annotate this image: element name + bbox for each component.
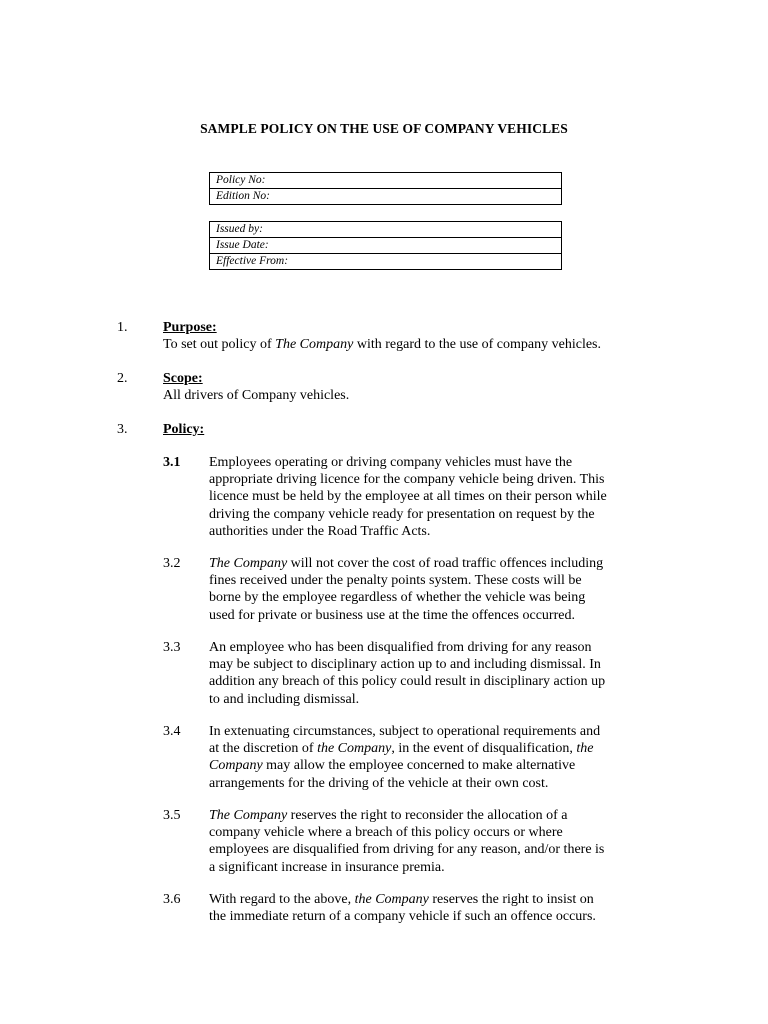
- text-line: authorities under the Road Traffic Acts.: [209, 523, 431, 539]
- effective-from-field: Effective From:: [216, 255, 289, 267]
- policy-info-box: [209, 172, 562, 205]
- subsection-text-3-3: [209, 639, 654, 708]
- policy-no-field: Policy No:: [210, 173, 561, 189]
- text-line: a significant increase in insurance premia.: [209, 859, 445, 875]
- subsection-number: 3.1: [163, 455, 181, 470]
- edition-no-field: Edition No:: [216, 190, 270, 202]
- text-line: the immediate return of a company vehicle if such an offence occurs.: [209, 909, 596, 925]
- text-line: The Company reserves the right to reconsider the allocation of a: [209, 808, 568, 823]
- text-line: The Company will not cover the cost of road traffic offences including: [209, 556, 604, 571]
- text-line: licence must be held by the employee at all times on their person while: [209, 489, 607, 505]
- text-line: An employee who has been disqualified from driving for any reason: [209, 640, 592, 655]
- text-line: company vehicle where a breach of this policy occurs or where: [209, 825, 563, 841]
- text-line: Company may allow the employee concerned to make alternative: [209, 758, 576, 774]
- subsection-number: 3.5: [163, 808, 181, 823]
- text-line: With regard to the above, the Company reserves the right to insist on: [209, 892, 594, 907]
- subsection-text-3-2: [209, 555, 654, 624]
- issue-date-field: Issue Date:: [210, 238, 561, 254]
- section-number: 1.: [117, 320, 128, 335]
- text-line: may be subject to disciplinary action up to and including dismissal. In: [209, 657, 601, 673]
- section-heading-purpose: Purpose:: [163, 320, 217, 335]
- text-line: addition any breach of this policy could result in disciplinary action up: [209, 674, 606, 690]
- section-text-scope: All drivers of Company vehicles.: [163, 388, 350, 403]
- text-line: arrangements for the driving of the vehicle at their own cost.: [209, 775, 549, 791]
- text-line: In extenuating circumstances, subject to operational requirements and: [209, 724, 601, 739]
- section-heading-policy: Policy:: [163, 422, 205, 437]
- subsection-number: 3.6: [163, 892, 181, 907]
- document-title: SAMPLE POLICY ON THE USE OF COMPANY VEHICLES: [200, 121, 568, 136]
- subsection-text-3-5: [209, 807, 654, 876]
- text-line: to and including dismissal.: [209, 691, 360, 707]
- text-line: appropriate driving licence for the company vehicle being driven. This: [209, 472, 605, 488]
- subsection-text-3-6: [209, 891, 654, 925]
- issue-info-box: [209, 221, 562, 270]
- section-heading-scope: Scope:: [163, 371, 203, 386]
- issued-by-field: Issued by:: [210, 222, 561, 238]
- section-text-purpose: To set out policy of The Company with regard to the use of company vehicles.: [163, 337, 601, 352]
- subsection-text-3-4: [209, 723, 654, 792]
- text-line: Employees operating or driving company vehicles must have the: [209, 455, 573, 470]
- section-number: 2.: [117, 371, 128, 386]
- text-line: employees are disqualified from driving for any reason, and/or there is: [209, 842, 605, 858]
- subsection-text-3-1: [209, 454, 654, 540]
- text-line: driving the company vehicle ready for presentation on request by the: [209, 506, 595, 522]
- subsection-number: 3.3: [163, 640, 181, 655]
- text-line: borne by the employee regardless of whether the vehicle was being: [209, 590, 586, 606]
- text-line: at the discretion of the Company, in the event of disqualification, the: [209, 741, 594, 757]
- text-line: used for private or business use at the time the offences occurred.: [209, 607, 575, 623]
- section-number: 3.: [117, 422, 128, 437]
- subsection-number: 3.4: [163, 724, 181, 739]
- text-line: fines received under the penalty points system. These costs will be: [209, 573, 582, 589]
- subsection-number: 3.2: [163, 556, 181, 571]
